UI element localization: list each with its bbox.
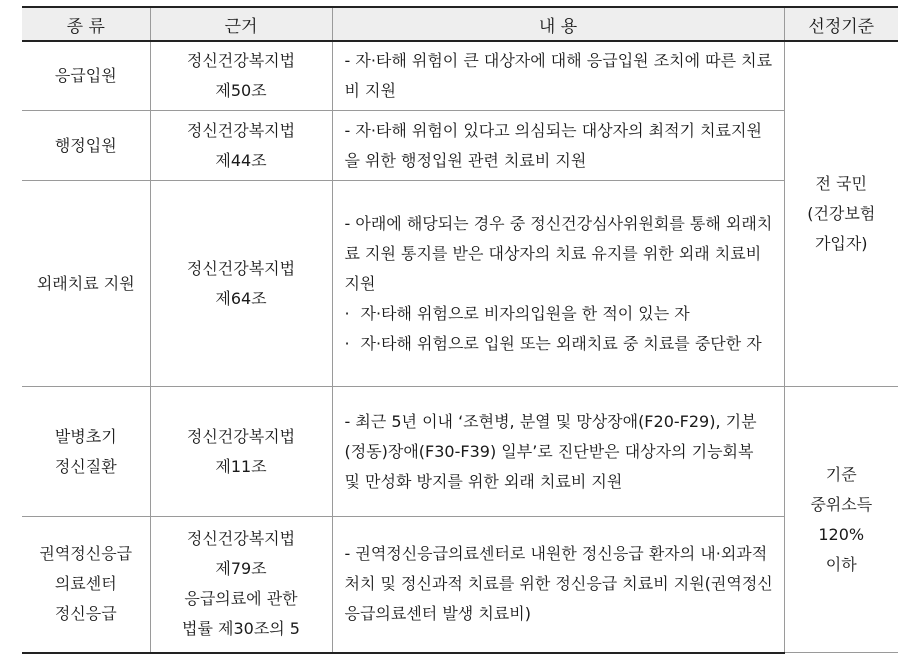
bullet-text: 자·타해 위험으로 입원 또는 외래치료 중 치료를 중단한 자 — [360, 333, 762, 353]
basis-cell — [150, 181, 332, 387]
criteria-line: 120% — [818, 524, 865, 544]
header-content: 내 용 — [332, 7, 784, 41]
basis-line: 정신건강복지법 — [186, 120, 296, 140]
basis-cell — [150, 387, 332, 517]
content-text: - 자·타해 위험이 큰 대상자에 대해 응급입원 조치에 따른 치료비 지원 — [344, 51, 773, 100]
type-cell — [22, 517, 150, 653]
criteria-line: 이하 — [825, 554, 857, 574]
basis-line: 제50조 — [215, 81, 267, 100]
table-row — [22, 41, 898, 111]
type-line: 발병초기 — [54, 426, 117, 446]
content-cell — [332, 41, 784, 111]
header-criteria: 선정기준 — [784, 7, 898, 41]
header-basis: 근거 — [150, 7, 332, 41]
type-line: 의료센터 — [54, 574, 117, 594]
content-cell — [332, 517, 784, 653]
basis-line: 정신건강복지법 — [186, 426, 296, 446]
basis-line: 제79조 — [215, 559, 267, 579]
type-line: 외래치료 지원 — [36, 273, 135, 293]
content-text: - 아래에 해당되는 경우 중 정신건강심사위원회를 통해 외래치료 지원 통지를 받은 대상자의 치료 유지를 위한 외래 치료비 지원 — [344, 213, 773, 293]
basis-line: 제11조 — [215, 456, 267, 476]
criteria-line: 가입자) — [814, 234, 868, 253]
criteria-line: 중위소득 — [810, 494, 873, 514]
type-line: 권역정신응급 — [39, 544, 133, 564]
bullet-text: 자·타해 위험으로 비자의입원을 한 적이 있는 자 — [360, 303, 690, 323]
bullet-marker: · — [344, 333, 350, 353]
basis-line: 제44조 — [215, 150, 267, 170]
basis-cell — [150, 41, 332, 111]
basis-cell — [150, 517, 332, 653]
table-row — [22, 111, 898, 181]
criteria-cell-all — [784, 41, 898, 387]
table-row — [22, 181, 898, 387]
criteria-cell-income — [784, 387, 898, 653]
type-line: 응급입원 — [54, 66, 117, 85]
header-type: 종 류 — [22, 7, 150, 41]
basis-line: 응급의료에 관한 — [184, 589, 298, 609]
content-text: - 최근 5년 이내 ‘조현병, 분열 및 망상장애(F20-F29), 기분(정동)장애(F30-F39) 일부’로 진단받은 대상자의 기능회복 및 만성화 방지를 위한 외래 치료비 지원 — [344, 411, 757, 491]
type-line: 행정입원 — [54, 135, 117, 155]
content-text: - 자·타해 위험이 있다고 의심되는 대상자의 최적기 치료지원을 위한 행정입원 관련 치료비 지원 — [344, 120, 762, 170]
criteria-line: 기준 — [825, 464, 857, 484]
table-row — [22, 517, 898, 653]
basis-cell — [150, 111, 332, 181]
basis-line: 정신건강복지법 — [186, 258, 296, 278]
bullet-marker: · — [344, 303, 350, 323]
table-row — [22, 387, 898, 517]
type-line: 정신응급 — [54, 604, 117, 624]
type-cell — [22, 387, 150, 517]
criteria-line: 전 국민 — [815, 174, 867, 193]
content-cell — [332, 387, 784, 517]
type-cell — [22, 41, 150, 111]
content-cell — [332, 181, 784, 387]
support-table — [22, 6, 898, 654]
type-cell — [22, 111, 150, 181]
basis-line: 법률 제30조의 5 — [182, 619, 300, 639]
basis-line: 제64조 — [215, 288, 267, 308]
header-row — [22, 7, 898, 41]
type-cell — [22, 181, 150, 387]
type-line: 정신질환 — [54, 456, 117, 476]
criteria-line: (건강보험 — [807, 204, 876, 223]
content-cell — [332, 111, 784, 181]
bullet-item — [345, 329, 774, 359]
basis-line: 정신건강복지법 — [186, 51, 296, 70]
basis-line: 정신건강복지법 — [186, 529, 296, 549]
content-text: - 권역정신응급의료센터로 내원한 정신응급 환자의 내·외과적 처치 및 정신과적 치료를 위한 정신응급 치료비 지원(권역정신응급의료센터 발생 치료비) — [344, 544, 773, 624]
bullet-item — [345, 299, 774, 329]
